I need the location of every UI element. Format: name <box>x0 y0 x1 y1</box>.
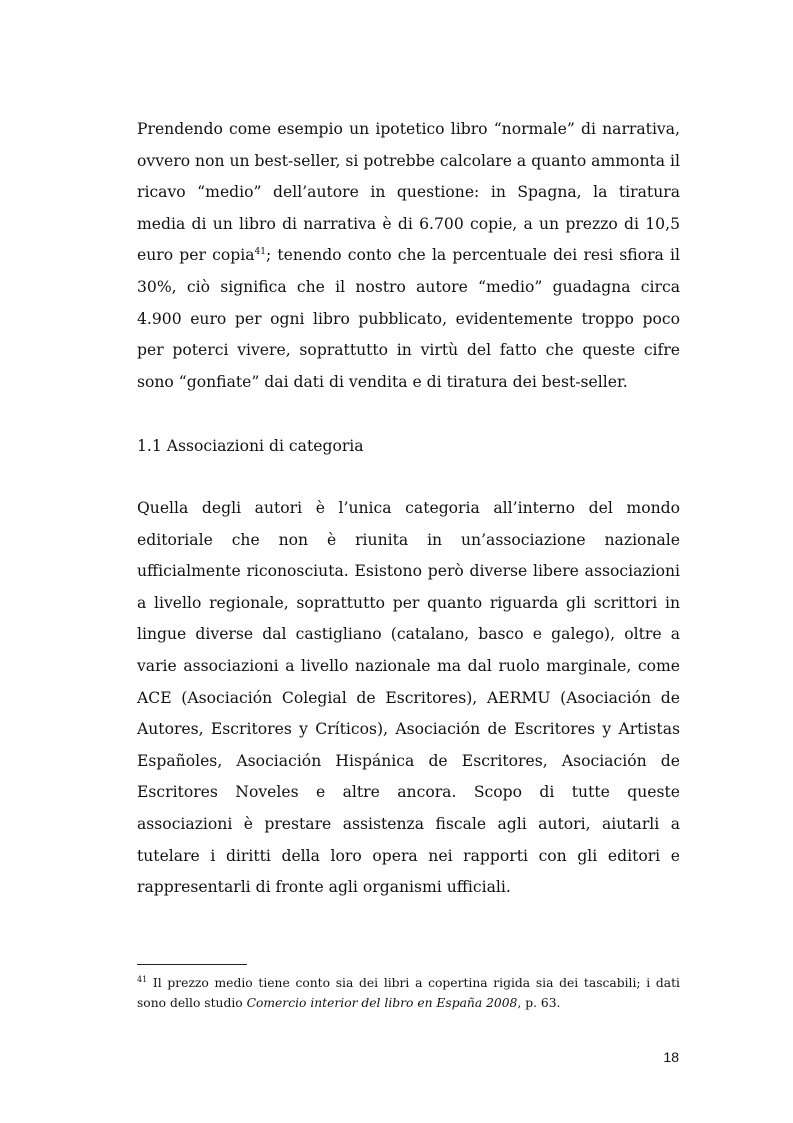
footnote-mark: 41 <box>137 974 148 984</box>
footnote-separator <box>137 964 247 965</box>
section-heading: 1.1 Associazioni di categoria <box>137 437 364 455</box>
paragraph-1-text-b: ; tenendo conto che la percentuale dei resi sfiora il 30%, ciò significa che il nostro autore “medio” guadagna circa 4.900 euro per ogni libro pubblicato, evidentemente troppo poco per poterci vivere, soprattutto in virtù del fatto che queste cifre sono “gonfiate” dai dati di vendita e di tiratura dei best-seller. <box>137 246 680 391</box>
footnote-cited-title: Comercio interior del libro en España 2008 <box>246 996 518 1010</box>
paragraph-1-text-a: Prendendo come esempio un ipotetico libro “normale” di narrativa, ovvero non un best-seller, si potrebbe calcolare a quanto ammonta il ricavo “medio” dell’autore in questione: in Spagna, la tiratura media di un libro di narrativa è di 6.700 copie, a un prezzo di 10,5 euro per copia <box>137 120 680 265</box>
body-paragraph-1 <box>137 114 680 398</box>
page-number: 18 <box>663 1049 679 1065</box>
footnote-reference-41[interactable]: 41 <box>254 247 266 258</box>
footnote-41 <box>137 973 680 1013</box>
body-paragraph-2: Quella degli autori è l’unica categoria all’interno del mondo editoriale che non è riunita in un’associazione nazionale ufficialmente riconosciuta. Esistono però diverse libere associazioni a livello regionale, soprattutto per quanto riguarda gli scrittori in lingue diverse dal castigliano (catalano, basco e galego), oltre a varie associazioni a livello nazionale ma dal ruolo marginale, come ACE (Asociación Colegial de Escritores), AERMU (Asociación de Autores, Escritores y Críticos), Asociación de Escritores y Artistas Españoles, Asociación Hispánica de Escritores, Asociación de Escritores Noveles e altre ancora. Scopo di tutte queste associazioni è prestare assistenza fiscale agli autori, aiutarli a tutelare i diritti della loro opera nei rapporti con gli editori e rappresentarli di fronte agli organismi ufficiali. <box>137 499 680 897</box>
footnote-text-after: , p. 63. <box>517 996 561 1010</box>
footnote-text-before: Il prezzo medio tiene conto sia dei libri a copertina rigida sia dei tascabili; i dati sono dello studio <box>137 976 680 1010</box>
